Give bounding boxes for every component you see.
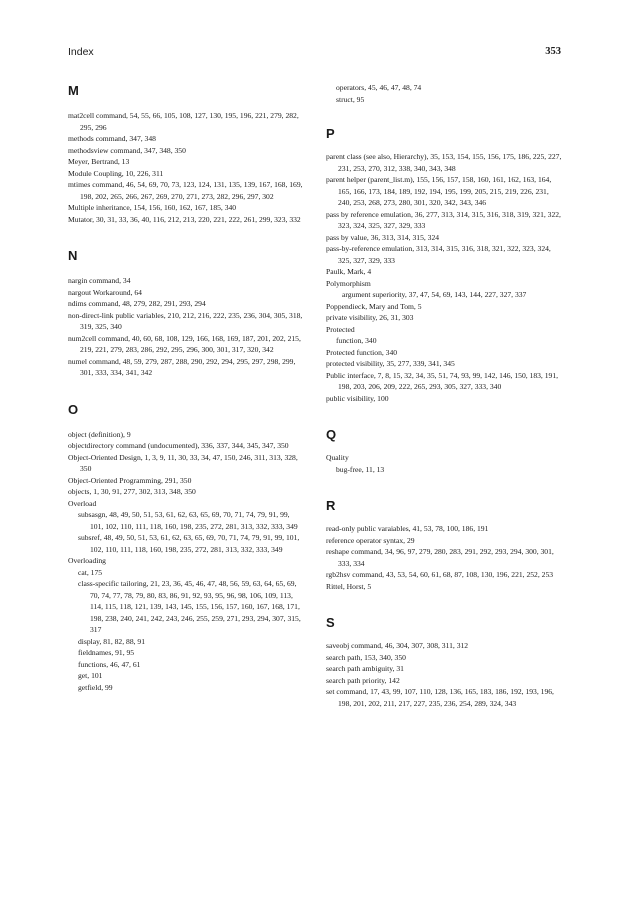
index-entry: Meyer, Bertrand, 13 — [68, 157, 130, 166]
index-entry: non-direct-link public variables, 210, 212, 216, 222, 235, 236, 304, 305, 318, 319, 325, 340 — [68, 310, 303, 331]
running-header-title: Index — [68, 46, 94, 58]
index-entry: search path priority, 142 — [326, 675, 400, 685]
index-entry: numel command, 48, 59, 279, 287, 288, 290, 292, 294, 295, 297, 298, 299, 301, 333, 334, 341, 342 — [68, 356, 296, 377]
index-column-right — [326, 82, 562, 709]
index-entry: reshape command, 34, 96, 97, 279, 280, 283, 291, 292, 293, 294, 300, 301, 333, 334 — [326, 547, 554, 568]
index-column-left — [68, 82, 304, 693]
index-entry: objects, 1, 30, 91, 277, 302, 313, 348, 350 — [68, 487, 196, 496]
index-entry: set command, 17, 43, 99, 107, 110, 128, 136, 165, 183, 186, 192, 193, 196, 198, 201, 202, 211, 217, 227, 235, 236, 254, 289, 324, 343 — [326, 687, 554, 708]
index-subentry: bug-free, 11, 13 — [336, 464, 385, 474]
index-subentry: get, 101 — [78, 671, 103, 680]
index-entry: parent class (see also, Hierarchy), 35, 153, 154, 155, 156, 175, 186, 225, 227, 231, 253, 270, 312, 338, 340, 343, 348 — [326, 152, 562, 173]
index-entry: pass by value, 36, 313, 314, 315, 324 — [326, 232, 440, 242]
index-entry: Mutator, 30, 31, 33, 36, 40, 116, 212, 213, 220, 221, 222, 261, 299, 323, 332 — [68, 214, 301, 224]
section-letter-n: N — [68, 248, 78, 263]
index-entry: search path, 153, 340, 350 — [326, 652, 406, 662]
index-subentry: getfield, 99 — [78, 682, 113, 692]
index-entry: mtimes command, 46, 54, 69, 70, 73, 123, 124, 131, 135, 139, 167, 168, 169, 198, 202, 265, 266, 267, 269, 270, 271, 273, 282, 296, 297, 302 — [68, 180, 303, 201]
index-entry: Public interface, 7, 8, 15, 32, 34, 35, 51, 74, 93, 99, 142, 146, 150, 183, 191, 198, 203, 206, 209, 222, 265, 293, 305, 327, 333, 340 — [326, 370, 559, 391]
section-letter-q: Q — [326, 427, 337, 442]
index-subentry: operators, 45, 46, 47, 48, 74 — [336, 83, 422, 92]
index-subentry: class-specific tailoring, 21, 23, 36, 45, 46, 47, 48, 56, 59, 63, 64, 65, 69, 70, 74, 77, 78, 79, 80, 83, 86, 91, 92, 93, 95, 96, 98, 106, 109, 113, 114, 115, 118, 121, 139, 143, 145, 155, 156, 157, 160, 167, 168, 171, 198, 238, 240, 241, 242, 243, 246, 255, 259, 271, 293, 294, 307, 315, 317 — [78, 579, 301, 634]
index-subentry: cat, 175 — [78, 567, 103, 577]
index-entry: pass by reference emulation, 36, 277, 313, 314, 315, 316, 318, 319, 321, 322, 323, 324, 325, 327, 329, 333 — [326, 209, 561, 230]
index-entry: Object-Oriented Design, 1, 3, 9, 11, 30, 33, 34, 47, 150, 246, 311, 313, 328, 350 — [68, 452, 298, 473]
index-entry: private visibility, 26, 31, 303 — [326, 313, 414, 322]
index-entry: read-only public varaiables, 41, 53, 78, 100, 186, 191 — [326, 524, 489, 533]
index-entry: rgb2hsv command, 43, 53, 54, 60, 61, 68, 87, 108, 130, 196, 221, 252, 253 — [326, 570, 554, 579]
page-number: 353 — [545, 46, 561, 57]
index-entry: object (definition), 9 — [68, 429, 131, 439]
index-entry: reference operator syntax, 29 — [326, 535, 415, 545]
section-letter-m: M — [68, 83, 79, 98]
index-entry: methodsview command, 347, 348, 350 — [68, 145, 186, 155]
section-letter-o: O — [68, 401, 79, 417]
index-entry: saveobj command, 46, 304, 307, 308, 311, 312 — [326, 641, 469, 650]
index-entry: search path ambiguity, 31 — [326, 664, 404, 673]
index-entry: nargin command, 34 — [68, 276, 131, 285]
section-letter-s: S — [326, 615, 335, 630]
index-entry: Polymorphism — [326, 278, 371, 288]
index-entry: Paulk, Mark, 4 — [326, 267, 372, 276]
section-letter-p: P — [326, 126, 335, 141]
index-entry: methods command, 347, 348 — [68, 134, 156, 143]
index-subentry: fieldnames, 91, 95 — [78, 648, 135, 657]
index-entry: protected visibility, 35, 277, 339, 341, 345 — [326, 359, 455, 368]
index-entry: pass-by-reference emulation, 313, 314, 315, 316, 318, 321, 322, 323, 324, 325, 327, 329, 333 — [326, 244, 551, 265]
index-entry: Quality — [326, 453, 349, 462]
index-entry: Overloading — [68, 556, 106, 565]
index-entry: Poppendieck, Mary and Tom, 5 — [326, 301, 422, 311]
index-entry: public visibility, 100 — [326, 393, 389, 403]
index-entry: nargout Workaround, 64 — [68, 287, 142, 297]
index-subentry: struct, 95 — [336, 94, 365, 104]
index-entry: objectdirectory command (undocumented), 336, 337, 344, 345, 347, 350 — [68, 441, 289, 450]
index-entry: Protected function, 340 — [326, 347, 398, 357]
index-subentry: subsasgn, 48, 49, 50, 51, 53, 61, 62, 63, 65, 69, 70, 71, 74, 79, 91, 99, 101, 102, 110, 111, 118, 160, 198, 235, 272, 281, 313, 332, 333, 349 — [78, 510, 298, 531]
index-entry: num2cell command, 40, 60, 68, 108, 129, 166, 168, 169, 187, 201, 202, 215, 219, 221, 279, 283, 286, 292, 295, 296, 300, 301, 317, 320, 342 — [68, 333, 301, 354]
index-subentry: functions, 46, 47, 61 — [78, 659, 141, 669]
index-entry: Multiple inheritance, 154, 156, 160, 162, 167, 185, 340 — [68, 203, 237, 212]
index-subentry: argument superiority, 37, 47, 54, 69, 143, 144, 227, 327, 337 — [342, 290, 527, 299]
section-letter-r: R — [326, 498, 336, 513]
index-entry: Protected — [326, 324, 355, 334]
index-subentry: subsref, 48, 49, 50, 51, 53, 61, 62, 63, 65, 69, 70, 71, 74, 79, 91, 99, 101, 102, 110, 111, 118, 160, 198, 235, 272, 281, 313, 332, 333, 349 — [78, 533, 300, 554]
index-entry: Object-Oriented Programming, 291, 350 — [68, 475, 192, 485]
index-entry: Rittel, Horst, 5 — [326, 581, 372, 591]
index-entry: parent helper (parent_list.m), 155, 156, 157, 158, 160, 161, 162, 163, 164, 165, 166, 173, 184, 189, 192, 194, 195, 199, 205, 215, 219, 226, 231, 240, 253, 268, 273, 280, 301, 320, 342, 343, 346 — [326, 175, 552, 207]
index-entry: ndims command, 48, 279, 282, 291, 293, 294 — [68, 299, 206, 308]
index-subentry: display, 81, 82, 88, 91 — [78, 636, 146, 646]
index-entry: Overload — [68, 498, 97, 508]
index-entry: Module Coupling, 10, 226, 311 — [68, 168, 164, 178]
index-subentry: function, 340 — [336, 336, 377, 345]
index-entry: mat2cell command, 54, 55, 66, 105, 108, 127, 130, 195, 196, 221, 279, 282, 295, 296 — [68, 111, 299, 132]
